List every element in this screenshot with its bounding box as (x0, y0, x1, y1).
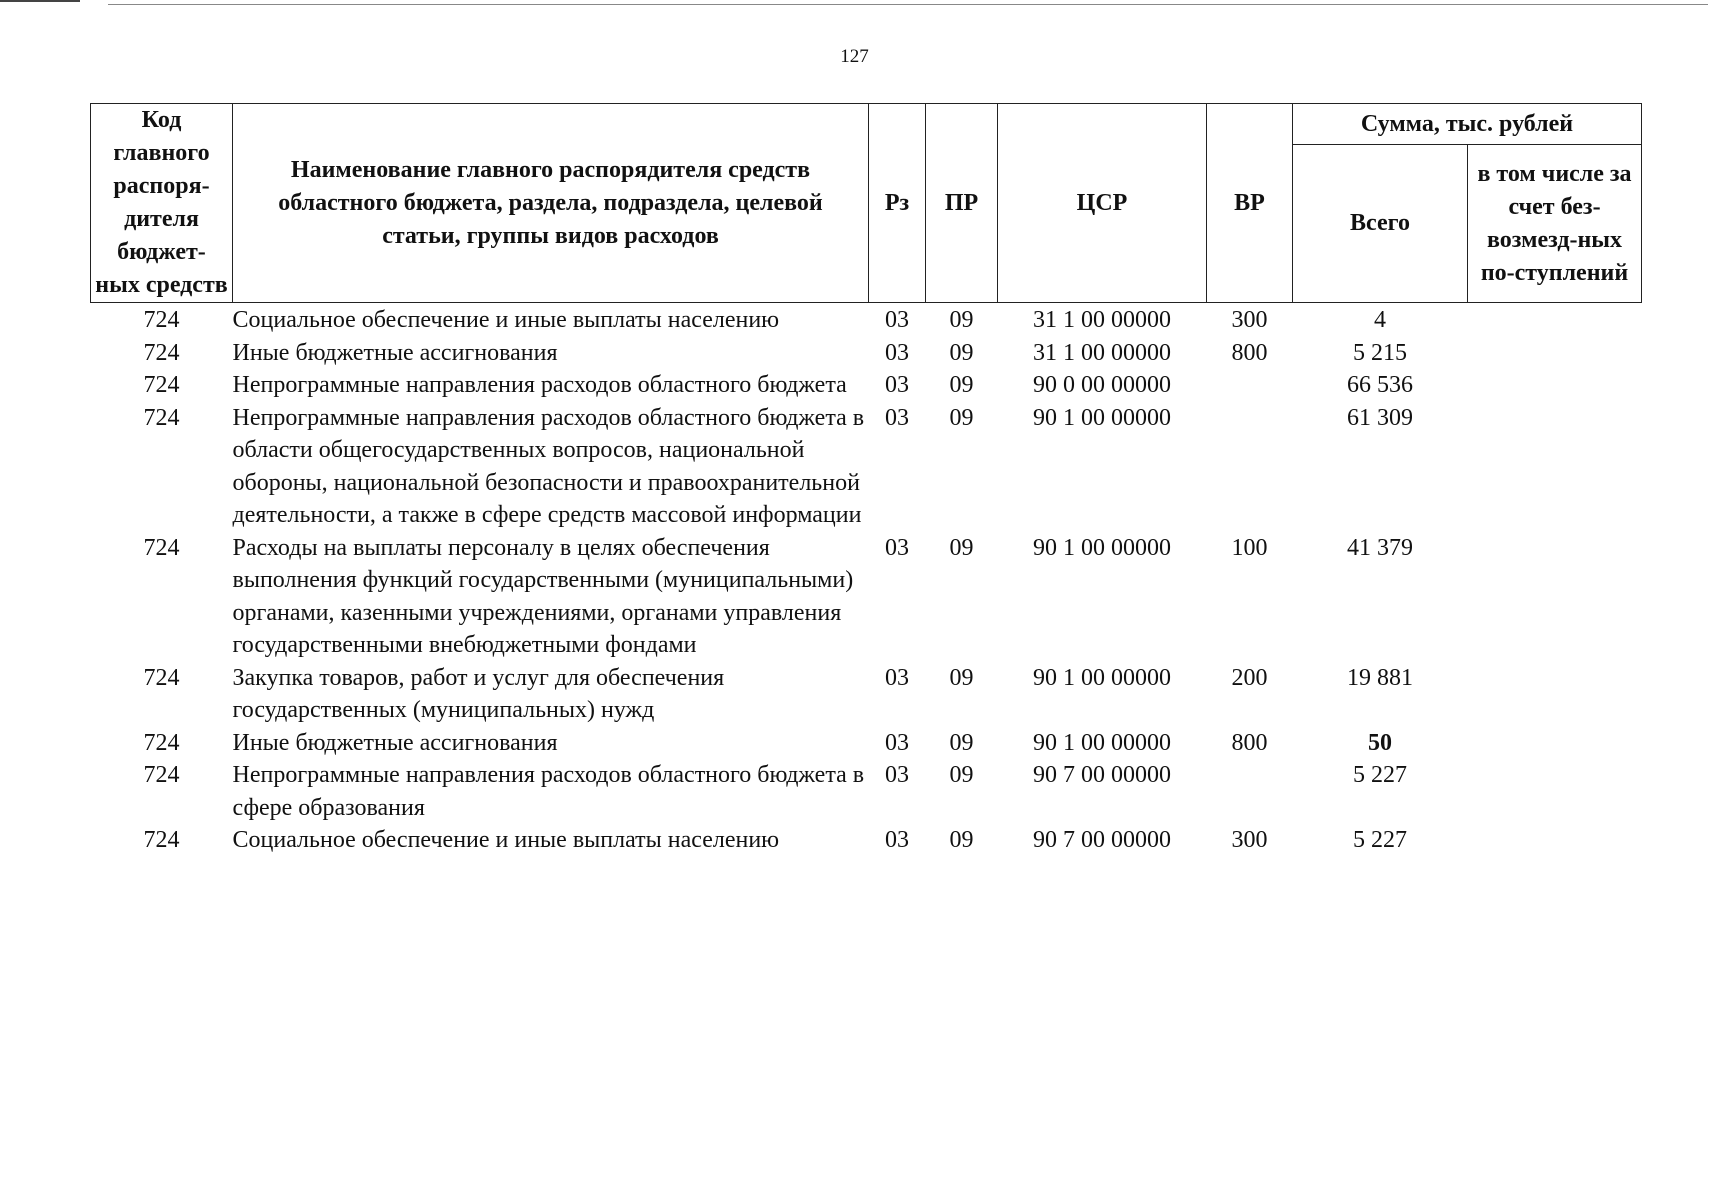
cell-csr: 90 0 00 00000 (1033, 372, 1171, 398)
cell-rz: 03 (885, 404, 909, 431)
cell-rz: 03 (885, 664, 909, 691)
table-row (91, 369, 1642, 402)
header-name: Наименование главного распорядителя средств областного бюджета, раздела, подраздела, целевой статьи, группы видов расходов (233, 104, 869, 303)
cell-csr: 90 1 00 00000 (1033, 729, 1171, 756)
cell-csr: 90 7 00 00000 (1033, 762, 1171, 788)
cell-total: 5 227 (1353, 762, 1407, 788)
cell-free (1468, 303, 1642, 337)
top-scan-rule-thin (108, 4, 1708, 5)
cell-total: 61 309 (1347, 404, 1413, 431)
header-free-receipts: в том числе за счет без-возмезд-ных по-ступлений (1468, 145, 1642, 303)
cell-name: Иные бюджетные ассигнования (232, 729, 558, 756)
cell-vr (1207, 369, 1293, 402)
table-body (91, 303, 1642, 857)
cell-name: Социальное обеспечение и иные выплаты населению (232, 307, 780, 333)
cell-rz: 03 (885, 762, 909, 788)
top-scan-rule (0, 0, 80, 2)
table-row (91, 532, 1642, 662)
header-code: Код главного распоря-дителя бюджет-ных средств (91, 104, 233, 303)
header-sum-group: Сумма, тыс. рублей (1293, 104, 1642, 145)
table-row (91, 402, 1642, 532)
cell-name: Расходы на выплаты персоналу в целях обеспечения выполнения функций государственными (муниципальными) органами, казенными учреждениями, органами управления государственными внебюджетными фондами (232, 534, 854, 658)
cell-csr: 90 1 00 00000 (1033, 664, 1171, 691)
cell-vr: 200 (1231, 664, 1268, 691)
cell-total: 50 (1368, 729, 1392, 756)
cell-free (1468, 532, 1642, 662)
cell-free (1468, 662, 1642, 727)
cell-pr: 09 (949, 307, 974, 333)
cell-free (1468, 337, 1642, 370)
cell-name: Социальное обеспечение и иные выплаты населению (232, 827, 780, 853)
cell-vr: 800 (1231, 339, 1268, 366)
cell-vr (1207, 759, 1293, 824)
cell-free (1468, 369, 1642, 402)
cell-free (1468, 759, 1642, 824)
budget-table (90, 103, 1642, 857)
cell-pr: 09 (949, 534, 974, 561)
header-pr: ПР (926, 104, 998, 303)
cell-total: 5 215 (1353, 339, 1407, 366)
cell-name: Закупка товаров, работ и услуг для обеспечения государственных (муниципальных) нужд (232, 664, 725, 723)
cell-rz: 03 (885, 307, 909, 333)
cell-pr: 09 (949, 664, 974, 691)
cell-code: 724 (143, 664, 180, 691)
table-row (91, 727, 1642, 760)
table-row (91, 824, 1642, 857)
header-csr: ЦСР (998, 104, 1207, 303)
cell-pr: 09 (949, 762, 974, 788)
cell-vr: 100 (1231, 534, 1268, 561)
table-header (91, 104, 1642, 303)
table-row (91, 337, 1642, 370)
cell-name: Непрограммные направления расходов областного бюджета в сфере образования (232, 762, 865, 821)
cell-vr: 300 (1231, 827, 1268, 853)
table-row (91, 662, 1642, 727)
cell-csr: 90 1 00 00000 (1033, 534, 1171, 561)
cell-code: 724 (143, 762, 180, 788)
cell-total: 19 881 (1347, 664, 1413, 691)
cell-code: 724 (143, 339, 180, 366)
cell-rz: 03 (885, 729, 909, 756)
cell-csr: 31 1 00 00000 (1033, 307, 1171, 333)
cell-code: 724 (143, 827, 180, 853)
page-number: 127 (840, 46, 869, 67)
cell-free (1468, 824, 1642, 857)
cell-total: 66 536 (1347, 372, 1413, 398)
cell-pr: 09 (949, 404, 974, 431)
cell-name: Непрограммные направления расходов областного бюджета в области общегосударственных вопросов, национальной обороны, национальной безопасности и правоохранительной деятельности, а также в сфере средств массовой информации (232, 404, 865, 528)
cell-rz: 03 (885, 534, 909, 561)
header-rz: Рз (869, 104, 926, 303)
cell-code: 724 (143, 372, 180, 398)
cell-pr: 09 (949, 827, 974, 853)
cell-code: 724 (143, 307, 180, 333)
cell-pr: 09 (949, 729, 974, 756)
cell-pr: 09 (949, 372, 974, 398)
header-total: Всего (1293, 145, 1468, 303)
cell-csr: 90 7 00 00000 (1033, 827, 1171, 853)
cell-vr (1207, 402, 1293, 532)
cell-pr: 09 (949, 339, 974, 366)
cell-total: 5 227 (1353, 827, 1407, 853)
cell-total: 4 (1374, 307, 1386, 333)
cell-total: 41 379 (1347, 534, 1413, 561)
cell-name: Непрограммные направления расходов областного бюджета (232, 372, 847, 398)
cell-rz: 03 (885, 827, 909, 853)
table-row (91, 303, 1642, 337)
cell-free (1468, 402, 1642, 532)
cell-code: 724 (143, 729, 180, 756)
cell-name: Иные бюджетные ассигнования (232, 339, 558, 366)
cell-code: 724 (143, 404, 180, 431)
cell-csr: 31 1 00 00000 (1033, 339, 1171, 366)
cell-free (1468, 727, 1642, 760)
header-vr: ВР (1207, 104, 1293, 303)
cell-rz: 03 (885, 372, 909, 398)
cell-csr: 90 1 00 00000 (1033, 404, 1171, 431)
cell-vr: 300 (1231, 307, 1268, 333)
cell-code: 724 (143, 534, 180, 561)
cell-rz: 03 (885, 339, 909, 366)
table-row (91, 759, 1642, 824)
cell-vr: 800 (1231, 729, 1268, 756)
